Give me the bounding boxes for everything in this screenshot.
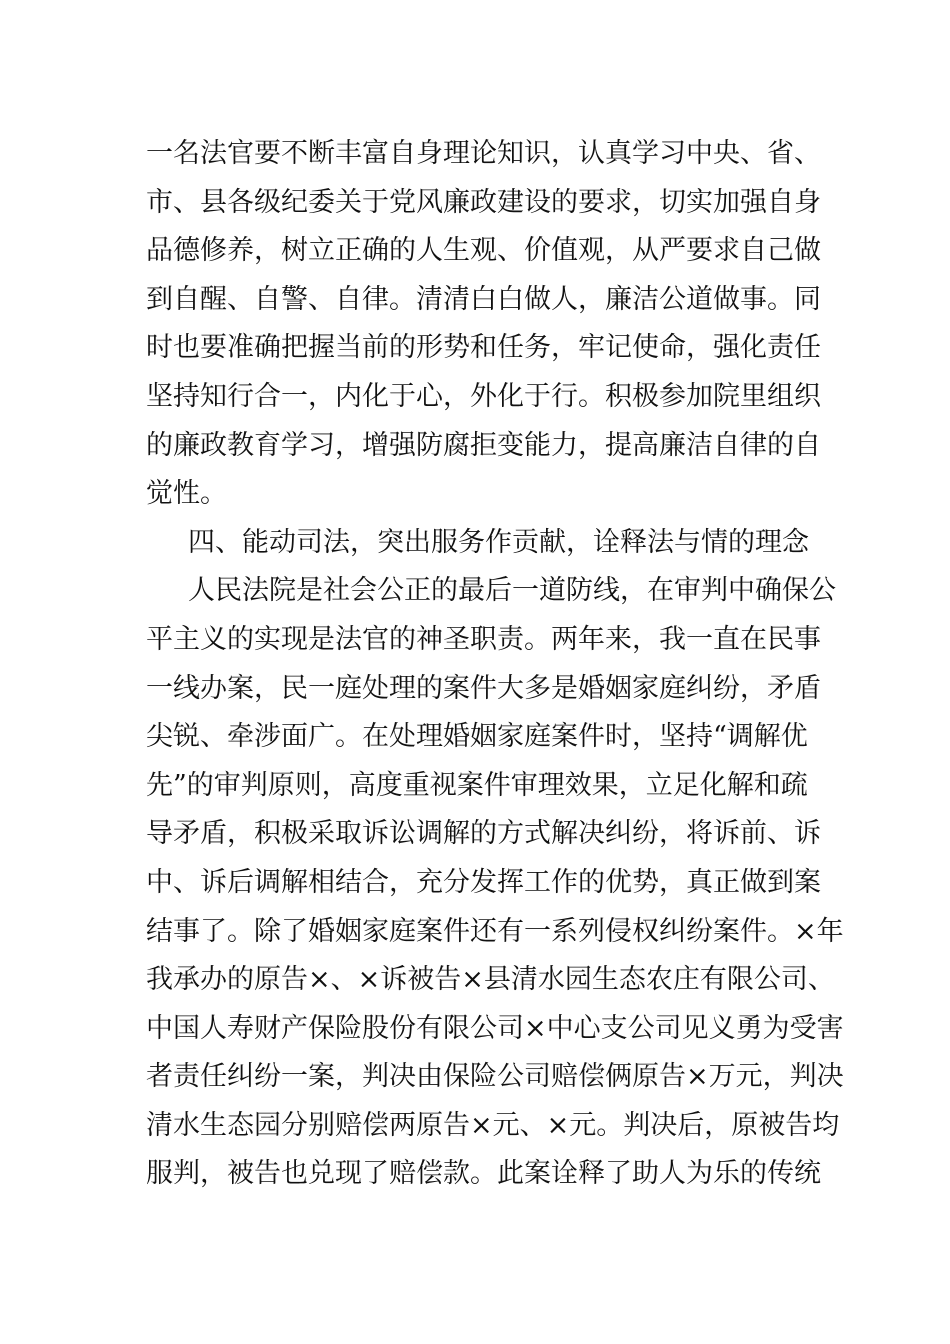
- text-line: 一名法官要不断丰富自身理论知识，认真学习中央、省、: [146, 138, 821, 169]
- text-line: 市、县各级纪委关于党风廉政建设的要求，切实加强自身: [146, 186, 821, 218]
- text-line: 清水生态园分别赔偿两原告×元、×元。判决后，原被告均: [146, 1109, 840, 1141]
- text-line: 先”的审判原则，高度重视案件审理效果，立足化解和疏: [146, 769, 808, 801]
- text-line: 坚持知行合一，内化于心，外化于行。积极参加院里组织: [146, 380, 821, 412]
- text-line: 我承办的原告×、×诉被告×县清水园生态农庄有限公司、: [146, 964, 835, 996]
- text-line: 者责任纠纷一案，判决由保险公司赔偿俩原告×万元，判决: [146, 1061, 844, 1093]
- text-line: 时也要准确把握当前的形势和任务，牢记使命，强化责任: [146, 332, 821, 364]
- text-line: 人民法院是社会公正的最后一道防线，在审判中确保公: [188, 575, 836, 607]
- text-line: 平主义的实现是法官的神圣职责。两年来，我一直在民事: [146, 623, 821, 655]
- paragraph-section-four: [146, 567, 844, 1199]
- text-line: 品德修养，树立正确的人生观、价值观，从严要求自己做: [146, 235, 821, 267]
- text-line: 觉性。: [146, 478, 227, 510]
- text-line: 结事了。除了婚姻家庭案件还有一系列侵权纠纷案件。×年: [146, 915, 844, 947]
- text-line: 服判，被告也兑现了赔偿款。此案诠释了助人为乐的传统: [146, 1158, 821, 1190]
- text-line: 一线办案，民一庭处理的案件大多是婚姻家庭纠纷，矛盾: [146, 672, 821, 704]
- text-line: 中国人寿财产保险股份有限公司×中心支公司见义勇为受害: [146, 1012, 844, 1044]
- text-line: 尖锐、牵涉面广。在处理婚姻家庭案件时，坚持“调解优: [146, 721, 808, 753]
- text-line: 中、诉后调解相结合，充分发挥工作的优势，真正做到案: [146, 866, 821, 898]
- paragraph-continued: [146, 130, 821, 519]
- text-line: 的廉政教育学习，增强防腐拒变能力，提高廉洁自律的自: [146, 429, 821, 461]
- document-body: [146, 130, 844, 1199]
- section-heading: 四、能动司法，突出服务作贡献，诠释法与情的理念: [188, 526, 809, 558]
- text-line: 到自醒、自警、自律。清清白白做人，廉洁公道做事。同: [146, 283, 821, 315]
- text-line: 导矛盾，积极采取诉讼调解的方式解决纠纷，将诉前、诉: [146, 818, 821, 850]
